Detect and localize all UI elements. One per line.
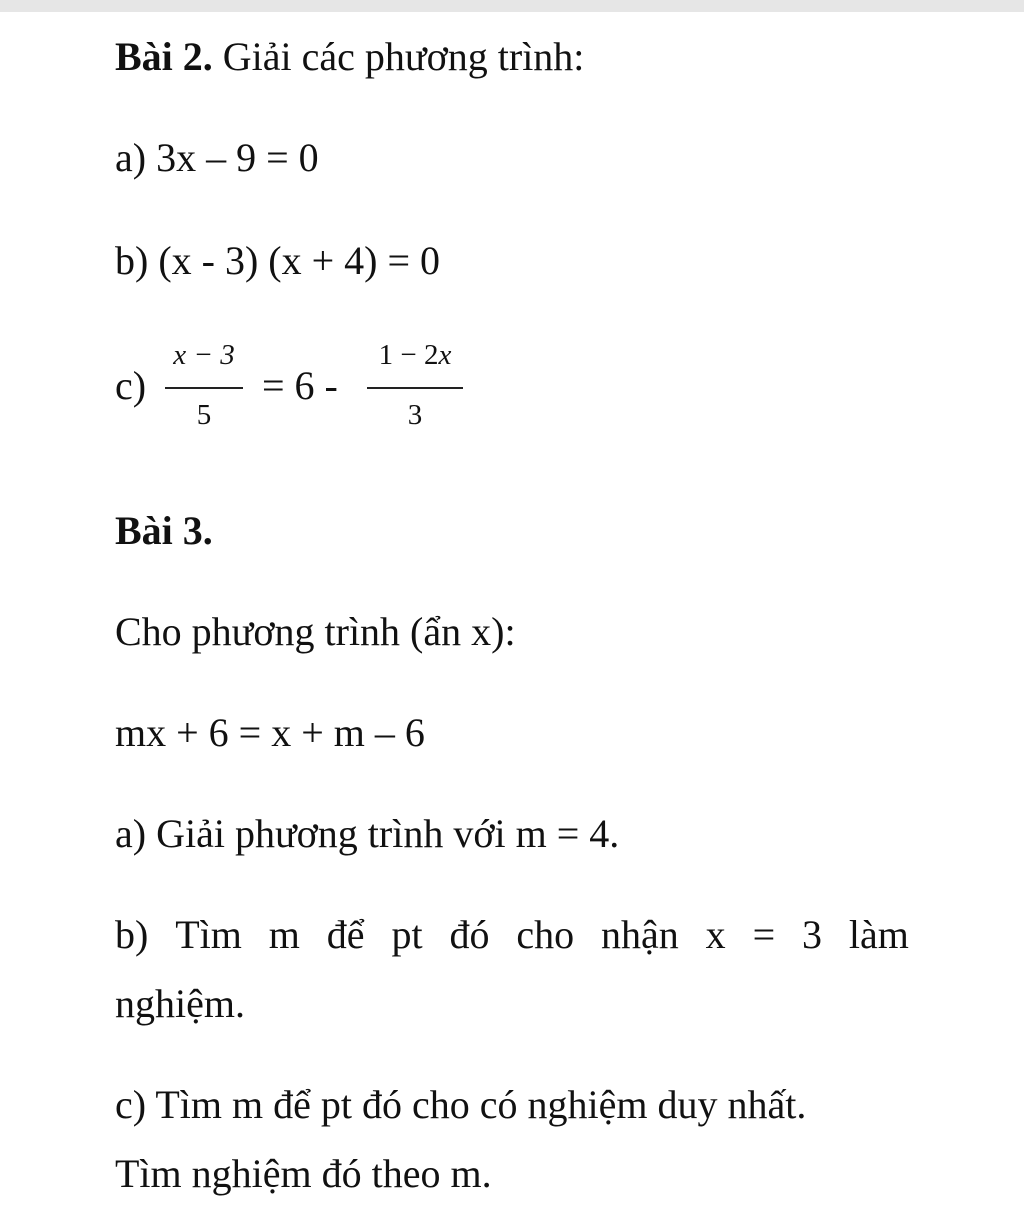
fraction-right-bar [367, 387, 463, 389]
word: m [268, 912, 300, 957]
bai2-item-c-middle: = 6 - [262, 363, 338, 408]
fraction-left-denominator: 5 [196, 399, 212, 431]
top-strip [0, 0, 1024, 12]
bai2-item-b: b) (x - 3) (x + 4) = 0 [115, 238, 441, 283]
word: b) [115, 912, 149, 957]
bai3-intro: Cho phương trình (ẩn x): [115, 609, 516, 654]
word: x [705, 912, 726, 957]
fraction-left-bar [165, 387, 243, 389]
bai3-item-b-continued: nghiệm. [115, 981, 245, 1026]
bai3-heading: Bài 3. [115, 508, 213, 553]
word: nhận [601, 912, 679, 957]
bai2-item-a: a) 3x – 9 = 0 [115, 135, 319, 180]
word: Tìm [175, 912, 242, 957]
word: để [326, 912, 365, 957]
word: cho [516, 912, 575, 957]
word: đó [449, 912, 490, 957]
word: làm [848, 912, 909, 957]
bai2-heading [115, 33, 584, 81]
fraction-left-numerator: x − 3 [173, 339, 235, 371]
bai3-item-c: c) Tìm m để pt đó cho có nghiệm duy nhất. [115, 1082, 807, 1127]
bai2-item-c-prefix: c) [115, 363, 147, 408]
word: pt [391, 912, 423, 957]
bai3-equation: mx + 6 = x + m – 6 [115, 710, 425, 755]
word: 3 [802, 912, 823, 957]
bai3-item-a: a) Giải phương trình với m = 4. [115, 811, 620, 856]
bai3-item-b [115, 911, 909, 959]
fraction-right-denominator: 3 [407, 399, 423, 431]
word: = [752, 912, 776, 957]
bai3-item-c-continued: Tìm nghiệm đó theo m. [115, 1151, 492, 1196]
bai2-title: Giải các phương trình: [212, 34, 585, 79]
fraction-right-numerator: 1 − 2x [378, 339, 452, 371]
bai2-label: Bài 2. [115, 34, 213, 79]
